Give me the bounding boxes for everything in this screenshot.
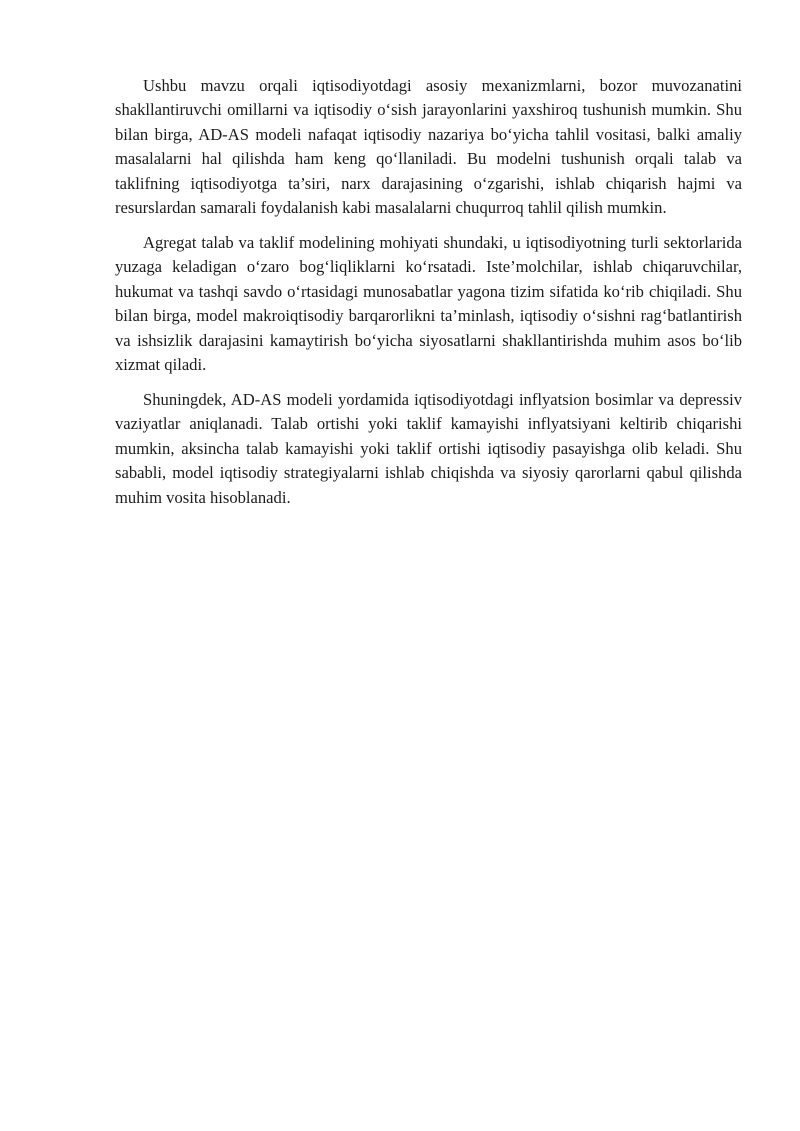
paragraph-1: Ushbu mavzu orqali iqtisodiyotdagi asosiy mexanizmlarni, bozor muvozanatini shakllantiruvchi omillarni va iqtisodiy o‘sish jarayonlarini yaxshiroq tushunish mumkin. Shu bilan birga, AD-AS modeli nafaqat iqtisodiy nazariya bo‘yicha tahlil vositasi, balki amaliy masalalarni hal qilishda ham keng qo‘llaniladi. Bu modelni tushunish orqali talab va taklifning iqtisodiyotga ta’siri, narx darajasining o‘zgarishi, ishlab chiqarish hajmi va resurslardan samarali foydalanish kabi masalalarni chuqurroq tahlil qilish mumkin.: [115, 76, 742, 218]
paragraph-3: Shuningdek, AD-AS modeli yordamida iqtisodiyotdagi inflyatsion bosimlar va depressiv vaziyatlar aniqlanadi. Talab ortishi yoki taklif kamayishi inflyatsiyani keltirib chiqarishi mumkin, aksincha talab kamayishi yoki taklif ortishi iqtisodiy pasayishga olib keladi. Shu sababli, model iqtisodiy strategiyalarni ishlab chiqishda va siyosiy qarorlarni qabul qilishda muhim vosita hisoblanadi.: [115, 389, 742, 507]
document-body: [115, 74, 742, 520]
paragraph-2: Agregat talab va taklif modelining mohiyati shundaki, u iqtisodiyotning turli sektorlarida yuzaga keladigan o‘zaro bog‘liqliklarni ko‘rsatadi. Iste’molchilar, ishlab chiqaruvchilar, hukumat va tashqi savdo o‘rtasidagi munosabatlar yagona tizim sifatida ko‘rib chiqiladi. Shu bilan birga, model makroiqtisodiy barqarorlikni ta’minlash, iqtisodiy o‘sishni rag‘batlantirish va ishsizlik darajasini kamaytirish bo‘yicha siyosatlarni shakllantirishda muhim asos bo‘lib xizmat qiladi.: [115, 232, 742, 374]
